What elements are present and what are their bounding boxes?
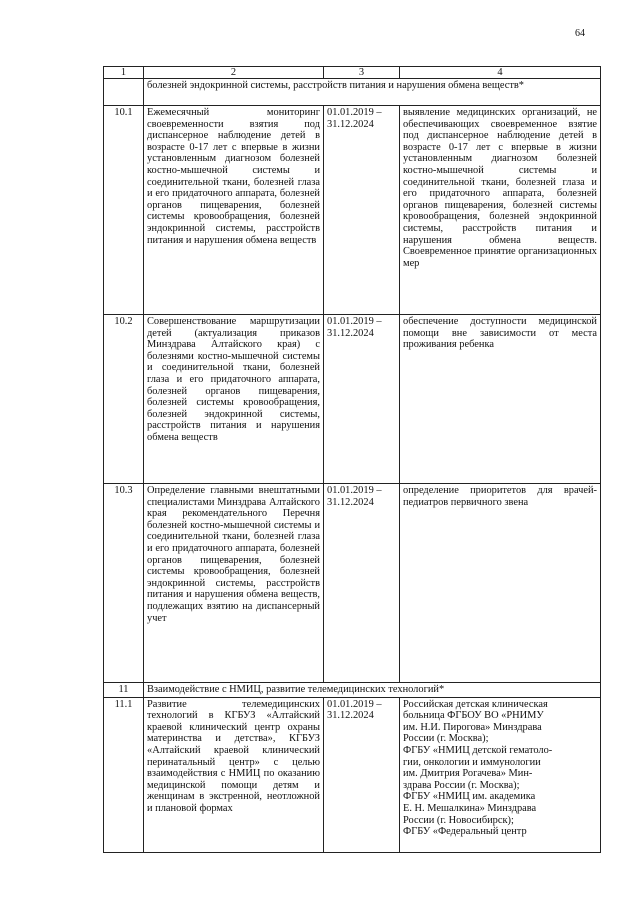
row-result: выявление медицинских организаций, не обеспечивающих своевременное взятие под диспансерное наблюдение детей в возрасте 0-17 лет с впервые в жизни установленным диагнозом болезней костно-мышечной системы и соединительной ткани, болезней глаза и его придаточного аппарата, болезней органов пищеварения, болезней системы кровообращения, болезней эндокринной системы, расстройств питания и нарушения обмена веществ. Своевременное принятие организационных мер — [400, 106, 601, 315]
period-end: 31.12.2024 — [327, 118, 374, 130]
table-header-row — [104, 67, 601, 79]
result-line: им. Дмитрия Рогачева» Мин- — [403, 768, 533, 780]
page-number: 64 — [575, 28, 585, 39]
result-line: ФГБУ «Федеральный центр — [403, 826, 527, 838]
result-line: Российская детская клиническая — [403, 698, 548, 710]
table-row — [104, 484, 601, 683]
measures-table — [103, 66, 601, 853]
result-line: здрава России (г. Москва); — [403, 779, 520, 791]
continuation-text: болезней эндокринной системы, расстройств питания и нарушения обмена веществ* — [144, 79, 601, 106]
row-action: Совершенствование маршрутизации детей (актуализация приказов Минздрава Алтайского края) с болезнями костно-мышечной системы и соединительной ткани, болезней глаза и его придаточного аппарата, болезней органов пищеварения, болезней системы кровообращения, болезней эндокринной системы, расстройств питания и нарушения обмена веществ — [144, 315, 324, 484]
period-end: 31.12.2024 — [327, 710, 374, 722]
period-start: 01.01.2019 – — [327, 698, 382, 710]
row-result: определение приоритетов для врачей-педиатров первичного звена — [400, 484, 601, 683]
period-start: 01.01.2019 – — [327, 485, 382, 496]
period-end: 31.12.2024 — [327, 327, 374, 339]
table-row — [104, 106, 601, 315]
row-result — [400, 697, 601, 852]
row-number: 10.3 — [104, 484, 144, 683]
row-period — [324, 697, 400, 852]
row-number: 11.1 — [104, 697, 144, 852]
period-start: 01.01.2019 – — [327, 316, 382, 327]
row-period — [324, 484, 400, 683]
result-line: ФГБУ «НМИЦ детской гематоло- — [403, 744, 553, 756]
period-end: 31.12.2024 — [327, 496, 374, 508]
section-title: Взаимодействие с НМИЦ, развитие телемедицинских технологий* — [144, 683, 601, 698]
continuation-num-cell — [104, 79, 144, 106]
row-action: Определение главными внештатными специалистами Минздрава Алтайского края рекомендательного Перечня болезней костно-мышечной системы и соединительной ткани, болезней глаза и его придаточного аппарата, болезней органов пищеварения, болезней системы кровообращения, болезней эндокринной системы, расстройств питания и нарушения обмена веществ, подлежащих взятию на диспансерный учет — [144, 484, 324, 683]
table-row — [104, 697, 601, 852]
row-action: Развитие телемедицинских технологий в КГБУЗ «Алтайский краевой клинический центр охраны материнства и детства», КГБУЗ «Алтайский краевой клинический перинатальный центр» с целью взаимодействия с НМИЦ по оказанию медицинской помощи детям и женщинам в экстренной, неотложной и плановой формах — [144, 697, 324, 852]
continuation-row — [104, 79, 601, 106]
period-start: 01.01.2019 – — [327, 107, 382, 118]
header-col-3: 3 — [324, 67, 400, 79]
result-line: больница ФГБОУ ВО «РНИМУ — [403, 710, 544, 722]
row-action: Ежемесячный мониторинг своевременности взятия под диспансерное наблюдение детей в возрасте 0-17 лет с впервые в жизни установленным диагнозом болезней костно-мышечной системы и соединительной ткани, болезней глаза и его придаточного аппарата, болезней органов пищеварения, болезней системы кровообращения, болезней эндокринной системы, расстройств питания и нарушения обмена веществ — [144, 106, 324, 315]
row-number: 10.1 — [104, 106, 144, 315]
row-period — [324, 315, 400, 484]
row-result: обеспечение доступности медицинской помощи вне зависимости от места проживания ребенка — [400, 315, 601, 484]
header-col-4: 4 — [400, 67, 601, 79]
result-line: России (г. Новосибирск); — [403, 814, 514, 826]
row-period — [324, 106, 400, 315]
result-line: ФГБУ «НМИЦ им. академика — [403, 791, 536, 803]
table-row — [104, 315, 601, 484]
result-line: гии, онкологии и иммунологии — [403, 756, 541, 768]
result-line: им. Н.И. Пирогова» Минздрава — [403, 721, 542, 733]
section-number: 11 — [104, 683, 144, 698]
row-number: 10.2 — [104, 315, 144, 484]
section-row — [104, 683, 601, 698]
header-col-1: 1 — [104, 67, 144, 79]
result-line: Е. Н. Мешалкина» Минздрава — [403, 802, 537, 814]
result-line: России (г. Москва); — [403, 733, 489, 745]
header-col-2: 2 — [144, 67, 324, 79]
